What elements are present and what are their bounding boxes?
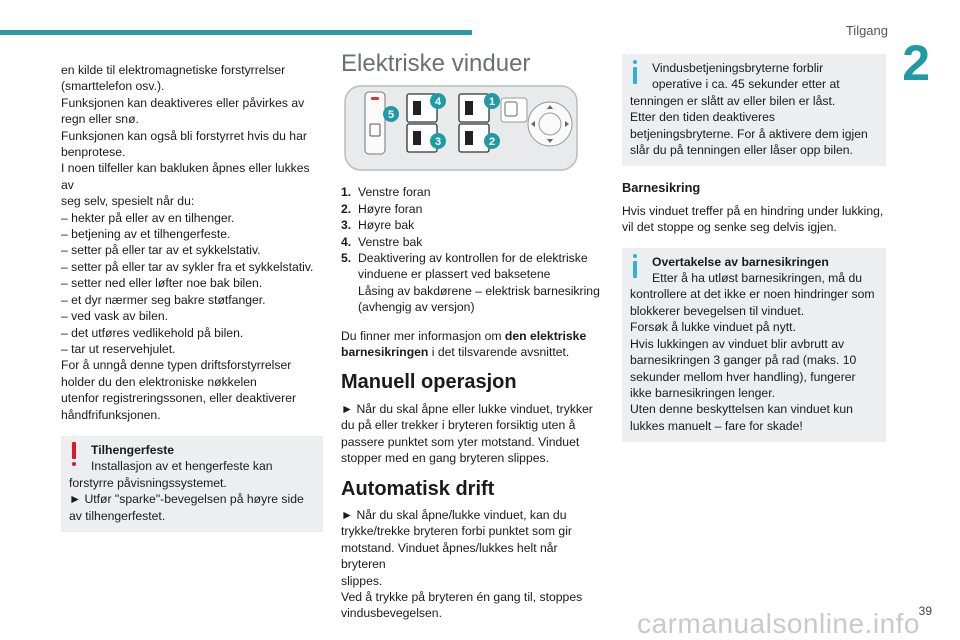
- intro-paragraph: [61, 62, 323, 423]
- warning-box-trailer-hitch: [61, 436, 323, 532]
- heading-electric-windows: Elektriske vinduer: [341, 50, 531, 77]
- text-line: (smarttelefon osv.).: [61, 79, 165, 94]
- text-line: en kilde til elektromagnetiske forstyrrelser: [61, 63, 286, 77]
- manual-paragraph: ► Når du skal åpne eller lukke vinduet, trykker du på eller trekker i bryteren forsiktig uten å passere punktet som yter motstand. Vinduet stopper med en gang bryteren slippes.: [341, 401, 593, 466]
- list-item: – tar ut reservehjulet.: [61, 341, 176, 356]
- text-line: håndfrifunksjonen.: [61, 407, 161, 422]
- text-line: regn eller snø.: [61, 112, 139, 127]
- warning-text: Installasjon av et hengerfeste kan: [91, 459, 273, 474]
- list-item: – et dyr nærmer seg bakre støtfanger.: [61, 292, 266, 307]
- list-item: – betjening av et tilhengerfeste.: [61, 227, 231, 242]
- info-box-child-safety-override: Overtakelse av barnesikringen Etter å ha utløst barnesikringen, må du kontrollere at det ikke er noen hindringer som blokkerer bevegelsen til vinduet. Forsøk å lukke vinduet på nytt. Hvis lukkingen av vinduet blir avbrutt av barnesikringen 3 ganger på rad (maks. 10 sekunder mellom hver handling), fungerer ikke barnesikringen lenger. Uten denne beskyttelsen kan vinduet kun lukkes manuelt – fare for skade!: [622, 248, 886, 442]
- window-switch-panel-svg: [343, 84, 579, 172]
- more-info-paragraph: Du finner mer informasjon om den elektriske barnesikringen i det tilsvarende avsnittet.: [341, 328, 587, 360]
- list-item: – setter på eller tar av et sykkelstativ.: [61, 243, 261, 258]
- window-switch-illustration: [343, 84, 579, 172]
- list-item: – setter ned eller løfter noe bak bilen.: [61, 276, 263, 291]
- heading-child-safety: Barnesikring: [622, 180, 701, 196]
- text-line: I noen tilfeller kan bakluken åpnes eller lukkes av: [61, 161, 310, 192]
- heading-automatic-operation: Automatisk drift: [341, 477, 495, 500]
- watermark: carmanualsonline.info: [637, 608, 920, 639]
- column-left: [61, 62, 323, 532]
- chapter-number: 2: [902, 35, 930, 91]
- list-item: 4. Venstre bak: [341, 234, 423, 249]
- section-title: Tilgang: [845, 23, 888, 38]
- warning-text: forstyrre påvisningssystemet.: [69, 475, 227, 490]
- list-item: – det utføres vedlikehold på bilen.: [61, 325, 244, 340]
- list-item: 3. Høyre bak: [341, 218, 415, 233]
- page-number: 39: [918, 604, 932, 618]
- warning-icon: [69, 442, 79, 468]
- text-line: utenfor registreringssonen, eller deaktiverer: [61, 391, 297, 406]
- column-right: [622, 54, 886, 442]
- window-switch-legend: [341, 184, 605, 315]
- text-line: Funksjonen kan deaktiveres eller påvirkes av: [61, 95, 305, 110]
- text-line: For å unngå denne typen driftsforstyrrelser: [61, 358, 292, 373]
- text-line: benprotese.: [61, 145, 126, 160]
- list-item: 2. Høyre foran: [341, 201, 423, 216]
- svg-text:4: 4: [434, 96, 442, 109]
- list-item: – hekter på eller av en tilhenger.: [61, 210, 235, 225]
- auto-paragraph: ► Når du skal åpne/lukke vinduet, kan du trykke/trekke bryteren forbi punktet som gir motstand. Vinduet åpnes/lukkes helt når bryteren slippes. Ved å trykke på bryteren én gang til, stoppes vindusbevegelsen.: [341, 507, 583, 621]
- svg-text:2: 2: [488, 136, 496, 149]
- info-box-switch-timeout: Vindusbetjeningsbryterne forblir operative i ca. 45 sekunder etter at tenningen er slått av eller bilen er låst. Etter den tiden deaktiveres betjeningsbryterne. For å aktivere dem igjen slår du på tenningen eller låser opp bilen.: [622, 54, 886, 166]
- info-icon: [630, 60, 640, 86]
- child-safety-paragraph: Hvis vinduet treffer på en hindring under lukking, vil det stoppe og senke seg delvis igjen.: [622, 203, 884, 235]
- svg-text:5: 5: [387, 109, 395, 122]
- svg-text:3: 3: [434, 136, 442, 149]
- text-line: Funksjonen kan også bli forstyrret hvis du har: [61, 128, 307, 143]
- warning-title: Tilhengerfeste: [91, 442, 175, 457]
- header-accent-bar: [0, 30, 472, 35]
- warning-text: ► Utfør "sparke"-bevegelsen på høyre side: [69, 492, 304, 507]
- warning-text: av tilhengerfestet.: [69, 508, 166, 523]
- list-item: – setter på eller tar av sykler fra et sykkelstativ.: [61, 259, 314, 274]
- list-item: – ved vask av bilen.: [61, 309, 169, 324]
- text-line: seg selv, spesielt når du:: [61, 194, 195, 209]
- heading-manual-operation: Manuell operasjon: [341, 371, 517, 394]
- column-middle: [341, 50, 605, 622]
- text-line: holder du den elektroniske nøkkelen: [61, 374, 257, 389]
- info-icon: [630, 254, 640, 280]
- list-item: 5. Deaktivering av kontrollen for de elektriske vinduene er plassert ved baksetene Låsing av bakdørene – elektrisk barnesikring (avhengig av versjon): [341, 251, 600, 315]
- list-item: 1. Venstre foran: [341, 185, 431, 200]
- svg-text:1: 1: [488, 96, 496, 109]
